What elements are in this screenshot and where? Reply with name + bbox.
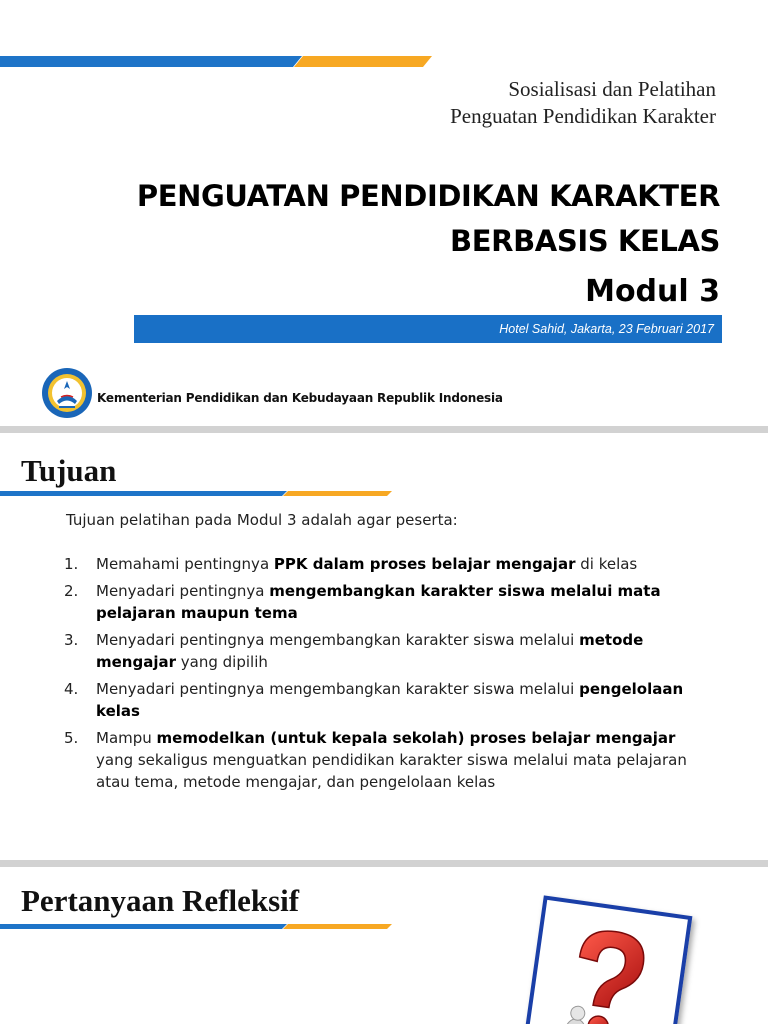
item-number: 2. xyxy=(64,582,79,600)
reflection-slide xyxy=(0,867,768,1024)
item-text xyxy=(96,629,714,673)
item-text xyxy=(96,580,714,624)
item-text-bold: PPK dalam proses belajar mengajar xyxy=(273,555,576,573)
item-text xyxy=(96,553,714,575)
venue-text: Hotel Sahid, Jakarta, 23 Februari 2017 xyxy=(499,322,714,336)
heading-underline-blue xyxy=(0,491,287,496)
objectives-list xyxy=(64,553,714,798)
venue-bar xyxy=(134,315,722,343)
objectives-slide xyxy=(0,433,768,860)
list-item xyxy=(64,553,714,575)
title-slide xyxy=(0,0,768,426)
item-text-bold: mengembangkan karakter siswa melalui mata pelajaran maupun tema xyxy=(96,582,661,622)
decorative-blue-bar xyxy=(0,56,302,67)
decorative-orange-bar xyxy=(294,56,432,67)
ministry-name: Kementerian Pendidikan dan Kebudayaan Republik Indonesia xyxy=(97,391,503,405)
list-item xyxy=(64,727,714,793)
slide-heading: Pertanyaan Refleksif xyxy=(21,883,300,918)
heading-underline-blue xyxy=(0,924,287,929)
item-number: 3. xyxy=(64,631,79,649)
item-text-plain: yang sekaligus menguatkan pendidikan karakter siswa melalui mata pelajaran atau tema, metode mengajar, dan pengelolaan kelas xyxy=(96,751,687,791)
heading-underline-orange xyxy=(283,924,392,929)
item-text-bold: pengelolaan kelas xyxy=(96,680,684,720)
subtitle-line-1: Sosialisasi dan Pelatihan xyxy=(508,77,716,101)
item-number: 1. xyxy=(64,555,79,573)
item-text-plain: Menyadari pentingnya xyxy=(96,582,270,600)
item-text-plain: di kelas xyxy=(575,555,638,573)
item-number: 5. xyxy=(64,729,79,747)
item-text xyxy=(96,678,714,722)
slide-heading: Tujuan xyxy=(21,453,117,488)
item-text-bold: memodelkan (untuk kepala sekolah) proses belajar mengajar xyxy=(156,729,676,747)
item-text-plain: Memahami pentingnya xyxy=(96,555,274,573)
item-text-plain: Menyadari pentingnya mengembangkan karakter siswa melalui xyxy=(96,680,580,698)
slide-subtitle xyxy=(450,76,716,130)
question-mark-picture xyxy=(522,895,693,1024)
item-number: 4. xyxy=(64,680,79,698)
item-text-plain: yang dipilih xyxy=(176,653,268,671)
question-mark-icon xyxy=(526,900,688,1024)
title-line-1: PENGUATAN PENDIDIKAN KARAKTER xyxy=(136,179,720,213)
module-label: Modul 3 xyxy=(585,274,720,309)
item-text-plain: Menyadari pentingnya mengembangkan karakter siswa melalui xyxy=(96,631,580,649)
list-item xyxy=(64,629,714,673)
subtitle-line-2: Penguatan Pendidikan Karakter xyxy=(450,104,716,128)
item-text xyxy=(96,727,714,793)
title-line-2: BERBASIS KELAS xyxy=(450,224,720,258)
list-item xyxy=(64,678,714,722)
intro-text: Tujuan pelatihan pada Modul 3 adalah agar peserta: xyxy=(66,511,458,529)
item-text-bold: metode mengajar xyxy=(96,631,644,671)
tut-wuri-handayani-logo-icon xyxy=(41,367,93,419)
heading-underline-orange xyxy=(283,491,392,496)
page-title xyxy=(137,174,720,264)
item-text-plain: Mampu xyxy=(96,729,157,747)
list-item xyxy=(64,580,714,624)
